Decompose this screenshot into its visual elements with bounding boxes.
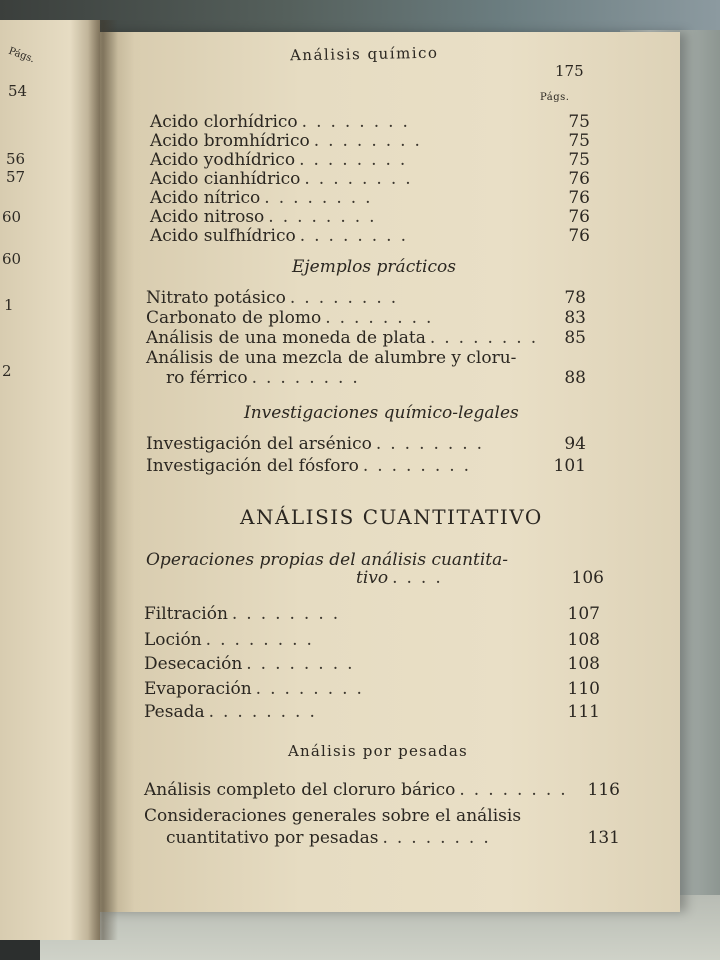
toc-entry-page: 108 (567, 654, 600, 674)
toc-entry-label: Análisis de una moneda de plata (146, 328, 426, 348)
toc-entry-label: Filtración (144, 604, 228, 624)
left-page-number: 60 (2, 250, 22, 268)
toc-entry-label: ro férrico (166, 368, 248, 388)
toc-entry: Acido nítrico ........ 76 (150, 188, 590, 208)
toc-entry-label: Análisis de una mezcla de alumbre y cloru- (146, 348, 517, 368)
toc-entry-label: Evaporación (144, 679, 252, 699)
toc-entry-label: Pesada (144, 702, 205, 722)
running-header: Análisis químico (289, 43, 439, 65)
toc-entry-label: Acido bromhídrico (150, 131, 310, 151)
toc-entry-label: Investigación del fósforo (146, 456, 359, 476)
toc-entry: Acido nitroso ........ 76 (150, 207, 590, 227)
toc-entry-page: 83 (564, 308, 586, 328)
toc-entry-page: 116 (587, 780, 620, 800)
toc-entry-label: tivo (356, 568, 389, 588)
toc-entry: Acido clorhídrico ........ 75 (150, 112, 590, 132)
toc-entry-page: 101 (553, 456, 586, 476)
page-number: 175 (555, 62, 584, 80)
toc-entry-page: 107 (567, 604, 600, 624)
toc-entry-label: Acido nítrico (150, 188, 261, 208)
toc-entry-page: 110 (567, 679, 600, 699)
toc-entry-label: Consideraciones generales sobre el análisis (144, 806, 522, 826)
toc-entry-label: Acido cianhídrico (150, 169, 301, 189)
section-heading: Investigaciones químico-legales (244, 403, 519, 423)
chapter-heading: ANÁLISIS CUANTITATIVO (240, 505, 543, 529)
left-page-number: 2 (2, 362, 12, 380)
toc-entry: Evaporación ........ 110 (144, 679, 600, 699)
toc-entry-page: 108 (567, 630, 600, 650)
toc-entry-page: 106 (571, 568, 604, 588)
toc-entry-page: 131 (587, 828, 620, 848)
toc-entry-label: Acido yodhídrico (150, 150, 296, 170)
toc-entry-label: Carbonato de plomo (146, 308, 322, 328)
toc-entry: Carbonato de plomo ........ 83 (146, 308, 586, 328)
toc-entry-label: Acido nitroso (150, 207, 265, 227)
toc-entry-label: Nitrato potásico (146, 288, 286, 308)
toc-entry-page: 94 (564, 434, 586, 454)
toc-entry: Acido sulfhídrico ........ 76 (150, 226, 590, 246)
toc-entry-label: Loción (144, 630, 202, 650)
toc-entry: Nitrato potásico ........ 78 (146, 288, 586, 308)
toc-entry: Loción ........ 108 (144, 630, 600, 650)
left-page-number: 56 (6, 150, 26, 168)
toc-entry-label: Acido sulfhídrico (150, 226, 296, 246)
toc-entry-page: 76 (568, 207, 590, 227)
toc-entry: Acido yodhídrico ........ 75 (150, 150, 590, 170)
book-gutter (88, 20, 118, 940)
left-pags-label: Págs. (6, 45, 37, 66)
toc-entry-page: 88 (564, 368, 586, 388)
toc-entry-label: Investigación del arsénico (146, 434, 372, 454)
toc-entry-page: 76 (568, 169, 590, 189)
toc-entry-page: 75 (568, 150, 590, 170)
toc-entry: Investigación del arsénico ........ 94 (146, 434, 586, 454)
toc-entry: Investigación del fósforo ........ 101 (146, 456, 586, 476)
toc-entry: Análisis completo del cloruro bárico ........ 116 (144, 780, 620, 800)
toc-entry: ro férrico ........ 88 (166, 368, 586, 388)
left-page-number: 54 (8, 82, 28, 100)
toc-entry-page: 85 (564, 328, 586, 348)
left-page-number: 60 (2, 208, 22, 226)
toc-entry: cuantitativo por pesadas ........ 131 (166, 828, 620, 848)
section-heading: Análisis por pesadas (288, 742, 468, 760)
left-page-number: 57 (6, 168, 26, 186)
toc-entry: tivo .... 106 (356, 568, 604, 588)
toc-entry-page: 76 (568, 226, 590, 246)
toc-entry-label: cuantitativo por pesadas (166, 828, 379, 848)
section-heading: Ejemplos prácticos (292, 257, 456, 277)
toc-entry: Desecación ........ 108 (144, 654, 600, 674)
toc-entry-page: 75 (568, 112, 590, 132)
toc-entry: Pesada ........ 111 (144, 702, 600, 722)
toc-entry: Acido bromhídrico ........ 75 (150, 131, 590, 151)
toc-entry-page: 75 (568, 131, 590, 151)
section-heading: Operaciones propias del análisis cuantita- (146, 550, 508, 570)
toc-entry-page: 111 (567, 702, 600, 722)
toc-entry: Acido cianhídrico ........ 76 (150, 169, 590, 189)
toc-entry-page: 78 (564, 288, 586, 308)
toc-entry-label: Acido clorhídrico (150, 112, 298, 132)
toc-entry-label: Desecación (144, 654, 243, 674)
left-page-number: 1 (4, 296, 14, 314)
pags-column-label: Págs. (540, 92, 570, 103)
toc-entry: Filtración ........ 107 (144, 604, 600, 624)
toc-entry-page: 76 (568, 188, 590, 208)
toc-entry-label: Análisis completo del cloruro bárico (144, 780, 456, 800)
toc-entry: Análisis de una moneda de plata ........ 85 (146, 328, 586, 348)
